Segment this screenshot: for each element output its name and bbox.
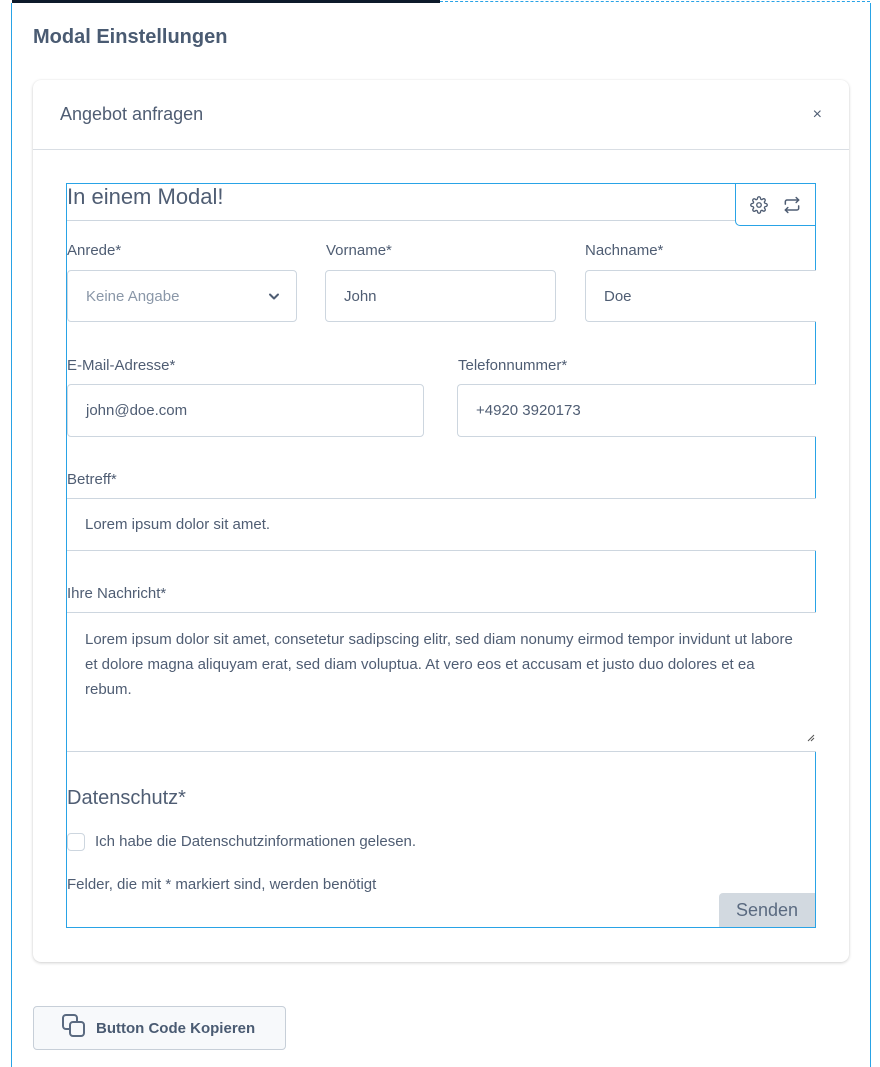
modal-title: Angebot anfragen (60, 104, 204, 124)
email-input[interactable] (67, 384, 424, 437)
betreff-label: Betreff* (67, 471, 117, 488)
betreff-value: Lorem ipsum dolor sit amet. (85, 516, 271, 533)
repeat-icon[interactable] (780, 193, 804, 217)
vorname-value: John (344, 287, 377, 305)
nachname-label: Nachname* (585, 242, 664, 259)
telefon-label: Telefonnummer* (458, 357, 568, 374)
chevron-down-icon (268, 288, 280, 305)
copy-button-label: Button Code Kopieren (96, 1019, 256, 1037)
page-title: Modal Einstellungen (33, 26, 228, 48)
nachricht-label: Ihre Nachricht* (67, 585, 167, 602)
email-value: john@doe.com (86, 402, 188, 419)
nachricht-value: Lorem ipsum dolor sit amet, consetetur sadipscing elitr, sed diam nonumy eirmod tempor invidunt ut labore et dolore magna aliquyam erat, sed diam voluptua. At vero eos et accusam et justo duo dolores et ea rebum. (85, 631, 793, 698)
copy-button-code-button[interactable] (33, 1006, 286, 1050)
send-button[interactable]: Senden (719, 893, 815, 927)
selection-outline-top (440, 1, 870, 2)
required-hint: Felder, die mit * markiert sind, werden benötigt (67, 876, 377, 893)
resize-handle-icon[interactable] (807, 725, 815, 750)
privacy-title: Datenschutz* (67, 787, 186, 809)
modal-preview (33, 80, 849, 962)
nachname-value: Doe (604, 287, 632, 305)
anrede-select[interactable] (67, 270, 297, 322)
anrede-label: Anrede* (67, 242, 122, 259)
privacy-checkbox-label[interactable]: Ich habe die Datenschutzinformationen gelesen. (95, 833, 417, 850)
nachricht-textarea[interactable] (67, 612, 816, 752)
betreff-input[interactable] (67, 498, 816, 551)
anrede-value: Keine Angabe (86, 287, 180, 305)
form-heading: In einem Modal! (67, 184, 815, 221)
close-icon[interactable]: × (812, 105, 822, 123)
vorname-input[interactable] (325, 270, 556, 322)
block-toolbar (735, 183, 816, 226)
telefon-value: +4920 3920173 (476, 402, 581, 419)
nachname-input[interactable] (585, 270, 816, 322)
privacy-checkbox[interactable] (67, 833, 85, 851)
form-block[interactable] (66, 183, 816, 928)
gear-icon[interactable] (747, 193, 771, 217)
vorname-label: Vorname* (326, 242, 392, 259)
telefon-input[interactable] (457, 384, 816, 437)
modal-header (33, 80, 849, 150)
email-label: E-Mail-Adresse* (67, 357, 176, 374)
copy-icon (60, 1012, 88, 1045)
